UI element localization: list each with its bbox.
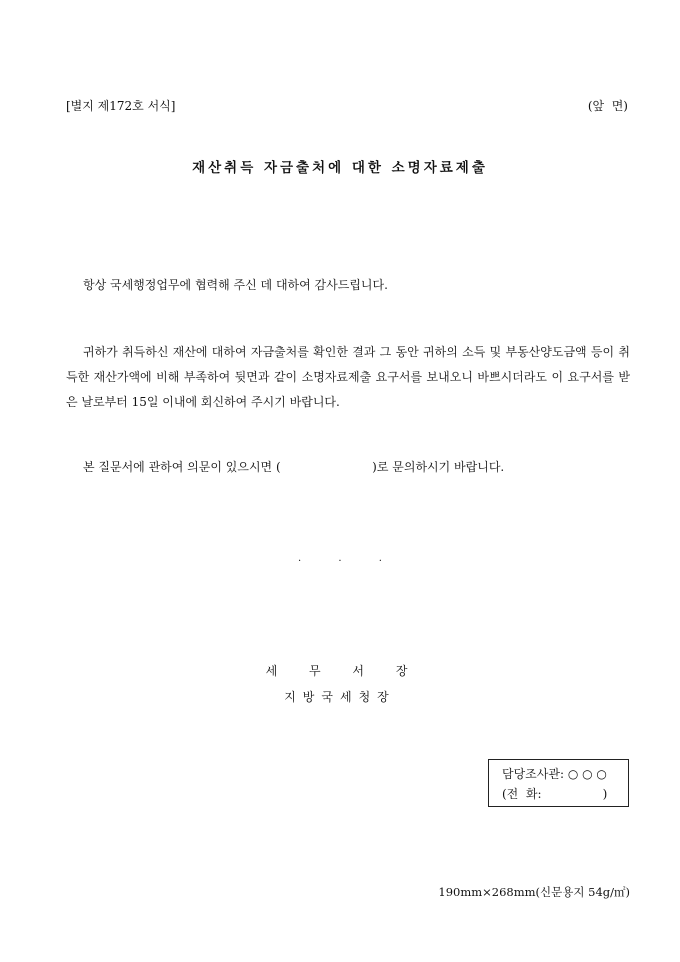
body-paragraph: [66, 340, 630, 415]
greeting-text: 항상 국세행정업무에 협력해 주신 데 대하여 감사드립니다.: [83, 278, 388, 292]
paper-spec: 190mm×268mm(신문용지 54g/㎡): [438, 885, 630, 899]
body-text: 귀하가 취득하신 재산에 대하여 자금출처를 확인한 결과 그 동안 귀하의 소득 및 부동산양도금액 등이 취득한 재산가액에 비해 부족하여 뒷면과 같이 소명자료제출 요구서를 보내오니 바쁘시더라도 이 요구서를 받은 날로부터 15일 이내에 회신하여 주시기 바랍니다.: [66, 345, 630, 409]
greeting-paragraph: [66, 273, 630, 298]
document-title: 재산취득 자금출처에 대한 소명자료제출: [192, 160, 488, 176]
regional-tax-office-head: 지방국세청장: [284, 690, 396, 704]
form-number: [별지 제172호 서식]: [66, 99, 176, 113]
inquiry-text: 본 질문서에 관하여 의문이 있으시면 ( )로 문의하시기 바랍니다.: [83, 460, 505, 474]
officer-contact-box: [488, 759, 629, 807]
date-line: . . .: [298, 553, 382, 564]
officer-phone: (전 화: ): [502, 787, 608, 801]
page-side-label: (앞 면): [587, 99, 628, 113]
officer-name: 담당조사관: ○ ○ ○: [502, 767, 607, 781]
inquiry-paragraph: [66, 455, 630, 480]
tax-office-head: 세 무 서 장: [265, 664, 415, 678]
